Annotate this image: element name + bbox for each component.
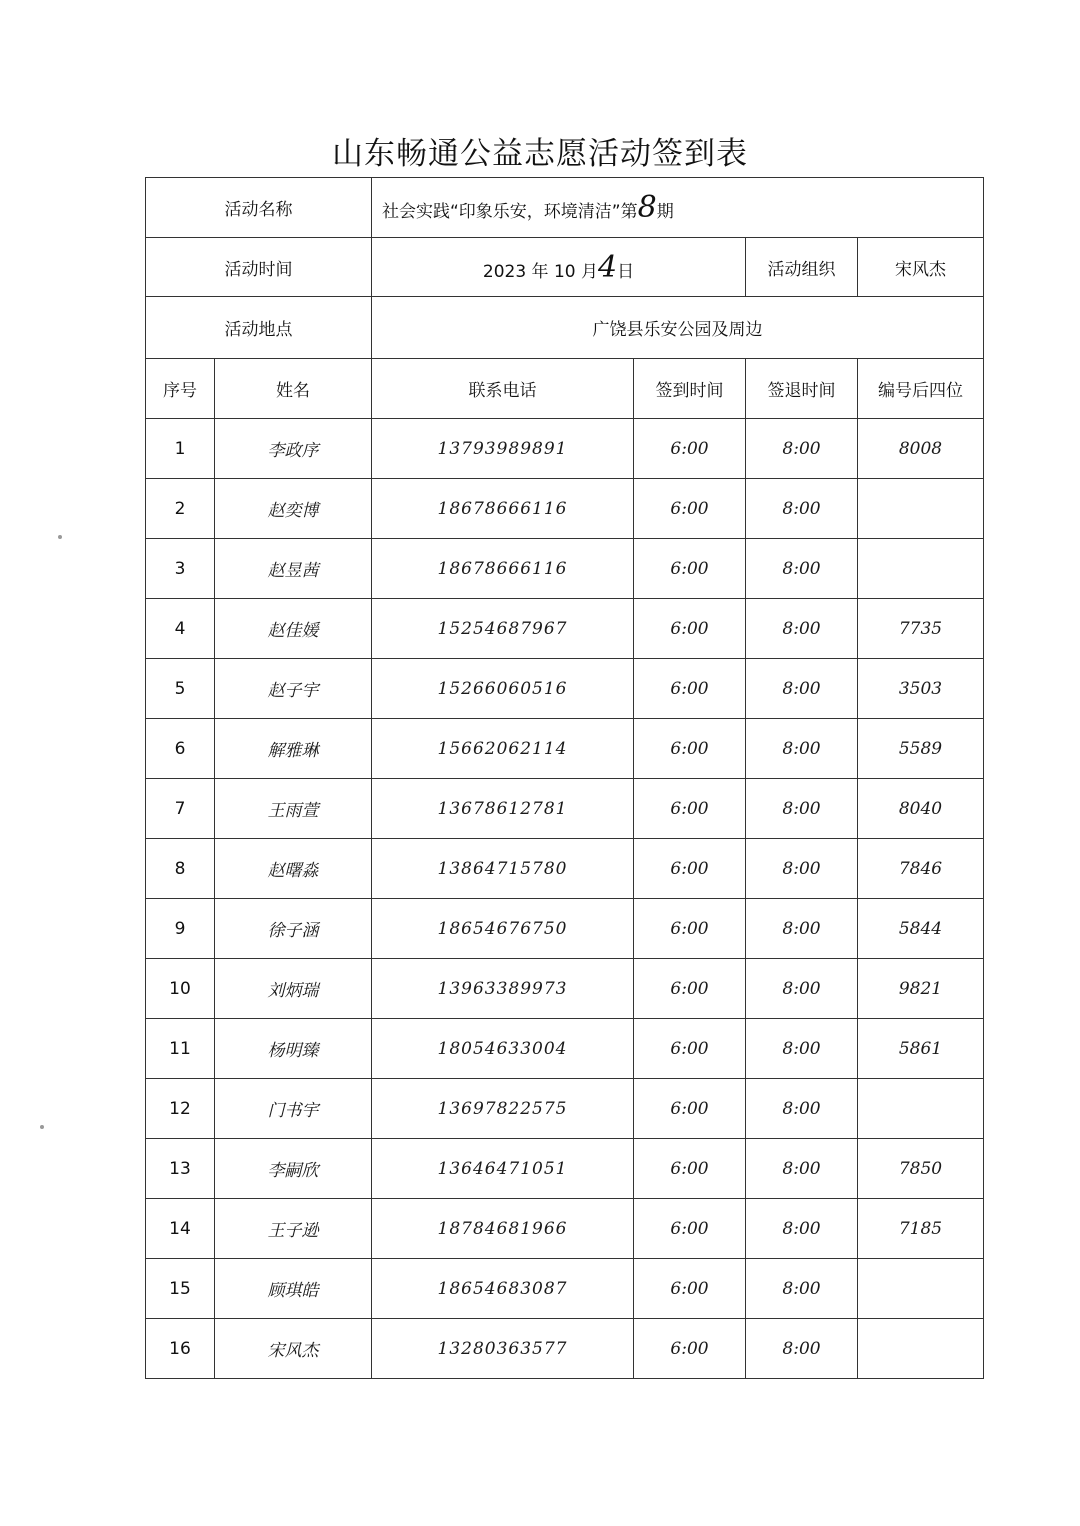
row-code: 8040	[858, 779, 984, 839]
activity-name-value	[372, 178, 984, 238]
row-seq: 10	[146, 959, 215, 1019]
row-phone: 13678612781	[372, 779, 634, 839]
row-seq: 15	[146, 1259, 215, 1319]
row-checkin-time: 6:00	[634, 1259, 746, 1319]
activity-day: 4	[598, 249, 618, 285]
row-seq: 9	[146, 899, 215, 959]
row-code	[858, 1259, 984, 1319]
row-name: 解雅琳	[215, 719, 372, 779]
row-checkout-time: 8:00	[746, 1139, 858, 1199]
row-phone: 13646471051	[372, 1139, 634, 1199]
row-code: 7735	[858, 599, 984, 659]
row-checkout-time: 8:00	[746, 659, 858, 719]
row-checkout-time: 8:00	[746, 539, 858, 599]
row-checkout-time: 8:00	[746, 839, 858, 899]
row-code: 3503	[858, 659, 984, 719]
scan-speck	[40, 1125, 44, 1129]
col-header-seq: 序号	[146, 359, 215, 419]
activity-time-value	[372, 238, 746, 297]
row-checkout-time: 8:00	[746, 959, 858, 1019]
activity-name-prefix: 社会实践“印象乐安，环境清洁”第	[382, 202, 638, 222]
info-row-activity-time	[146, 238, 984, 297]
row-phone: 13280363577	[372, 1319, 634, 1379]
row-name: 王雨萱	[215, 779, 372, 839]
row-seq: 14	[146, 1199, 215, 1259]
table-row	[146, 1139, 984, 1199]
row-code	[858, 539, 984, 599]
row-name: 刘炳瑞	[215, 959, 372, 1019]
col-header-code: 编号后四位	[858, 359, 984, 419]
table-row	[146, 779, 984, 839]
row-name: 李政序	[215, 419, 372, 479]
row-name: 王子逊	[215, 1199, 372, 1259]
scan-speck	[58, 535, 62, 539]
row-checkin-time: 6:00	[634, 599, 746, 659]
activity-issue-number: 8	[637, 190, 657, 225]
column-header-row	[146, 359, 984, 419]
row-code: 5844	[858, 899, 984, 959]
row-checkin-time: 6:00	[634, 779, 746, 839]
row-checkin-time: 6:00	[634, 1019, 746, 1079]
row-seq: 2	[146, 479, 215, 539]
row-checkout-time: 8:00	[746, 1199, 858, 1259]
row-seq: 3	[146, 539, 215, 599]
row-code: 9821	[858, 959, 984, 1019]
row-checkin-time: 6:00	[634, 839, 746, 899]
activity-time-label: 活动时间	[146, 238, 372, 297]
row-name: 赵奕博	[215, 479, 372, 539]
row-phone: 18654676750	[372, 899, 634, 959]
activity-name-label: 活动名称	[146, 178, 372, 238]
row-checkin-time: 6:00	[634, 959, 746, 1019]
table-row	[146, 419, 984, 479]
row-name: 赵昱茜	[215, 539, 372, 599]
row-code	[858, 479, 984, 539]
row-checkout-time: 8:00	[746, 1259, 858, 1319]
activity-time-prefix: 2023 年 10 月	[482, 261, 598, 282]
row-seq: 6	[146, 719, 215, 779]
row-checkout-time: 8:00	[746, 599, 858, 659]
row-seq: 1	[146, 419, 215, 479]
row-name: 赵曙淼	[215, 839, 372, 899]
row-checkout-time: 8:00	[746, 479, 858, 539]
row-phone: 18784681966	[372, 1199, 634, 1259]
activity-name-suffix: 期	[656, 202, 674, 222]
activity-time-suffix: 日	[617, 261, 635, 282]
row-checkout-time: 8:00	[746, 719, 858, 779]
activity-org-value: 宋风杰	[858, 238, 984, 297]
page-title: 山东畅通公益志愿活动签到表	[332, 136, 748, 172]
row-name: 杨明臻	[215, 1019, 372, 1079]
row-name: 宋风杰	[215, 1319, 372, 1379]
activity-place-label: 活动地点	[146, 297, 372, 359]
row-phone: 15254687967	[372, 599, 634, 659]
row-checkout-time: 8:00	[746, 779, 858, 839]
table-row	[146, 539, 984, 599]
row-code: 7185	[858, 1199, 984, 1259]
table-row	[146, 719, 984, 779]
info-row-activity-name	[146, 178, 984, 238]
table-row	[146, 1319, 984, 1379]
row-checkin-time: 6:00	[634, 1079, 746, 1139]
row-checkin-time: 6:00	[634, 719, 746, 779]
row-code	[858, 1319, 984, 1379]
row-seq: 4	[146, 599, 215, 659]
row-phone: 15662062114	[372, 719, 634, 779]
row-seq: 8	[146, 839, 215, 899]
row-code: 8008	[858, 419, 984, 479]
table-row	[146, 659, 984, 719]
row-seq: 11	[146, 1019, 215, 1079]
row-name: 李嗣欣	[215, 1139, 372, 1199]
activity-org-label: 活动组织	[746, 238, 858, 297]
row-code: 5589	[858, 719, 984, 779]
table-row	[146, 1259, 984, 1319]
row-seq: 13	[146, 1139, 215, 1199]
row-checkin-time: 6:00	[634, 1199, 746, 1259]
activity-place-value: 广饶县乐安公园及周边	[372, 297, 984, 359]
table-row	[146, 599, 984, 659]
table-row	[146, 479, 984, 539]
info-row-activity-place	[146, 297, 984, 359]
col-header-name: 姓名	[215, 359, 372, 419]
row-checkout-time: 8:00	[746, 1319, 858, 1379]
row-phone: 13697822575	[372, 1079, 634, 1139]
col-header-phone: 联系电话	[372, 359, 634, 419]
row-phone: 15266060516	[372, 659, 634, 719]
table-row	[146, 899, 984, 959]
row-code: 7850	[858, 1139, 984, 1199]
row-name: 赵子宇	[215, 659, 372, 719]
col-header-checkin: 签到时间	[634, 359, 746, 419]
row-phone: 18654683087	[372, 1259, 634, 1319]
row-phone: 13793989891	[372, 419, 634, 479]
row-checkin-time: 6:00	[634, 659, 746, 719]
row-code: 5861	[858, 1019, 984, 1079]
row-code	[858, 1079, 984, 1139]
row-phone: 18678666116	[372, 539, 634, 599]
row-checkin-time: 6:00	[634, 899, 746, 959]
row-name: 徐子涵	[215, 899, 372, 959]
table-row	[146, 1019, 984, 1079]
row-phone: 18054633004	[372, 1019, 634, 1079]
col-header-checkout: 签退时间	[746, 359, 858, 419]
row-name: 顾琪皓	[215, 1259, 372, 1319]
row-seq: 12	[146, 1079, 215, 1139]
row-checkout-time: 8:00	[746, 1019, 858, 1079]
row-seq: 7	[146, 779, 215, 839]
row-checkin-time: 6:00	[634, 1139, 746, 1199]
signin-table	[145, 177, 984, 1379]
row-checkout-time: 8:00	[746, 419, 858, 479]
table-row	[146, 1079, 984, 1139]
row-phone: 18678666116	[372, 479, 634, 539]
row-code: 7846	[858, 839, 984, 899]
row-phone: 13864715780	[372, 839, 634, 899]
row-name: 赵佳媛	[215, 599, 372, 659]
table-row	[146, 1199, 984, 1259]
row-checkin-time: 6:00	[634, 419, 746, 479]
row-seq: 5	[146, 659, 215, 719]
row-checkin-time: 6:00	[634, 1319, 746, 1379]
table-row	[146, 959, 984, 1019]
row-checkin-time: 6:00	[634, 479, 746, 539]
row-phone: 13963389973	[372, 959, 634, 1019]
row-checkin-time: 6:00	[634, 539, 746, 599]
table-row	[146, 839, 984, 899]
row-checkout-time: 8:00	[746, 1079, 858, 1139]
row-checkout-time: 8:00	[746, 899, 858, 959]
row-seq: 16	[146, 1319, 215, 1379]
row-name: 门书宇	[215, 1079, 372, 1139]
